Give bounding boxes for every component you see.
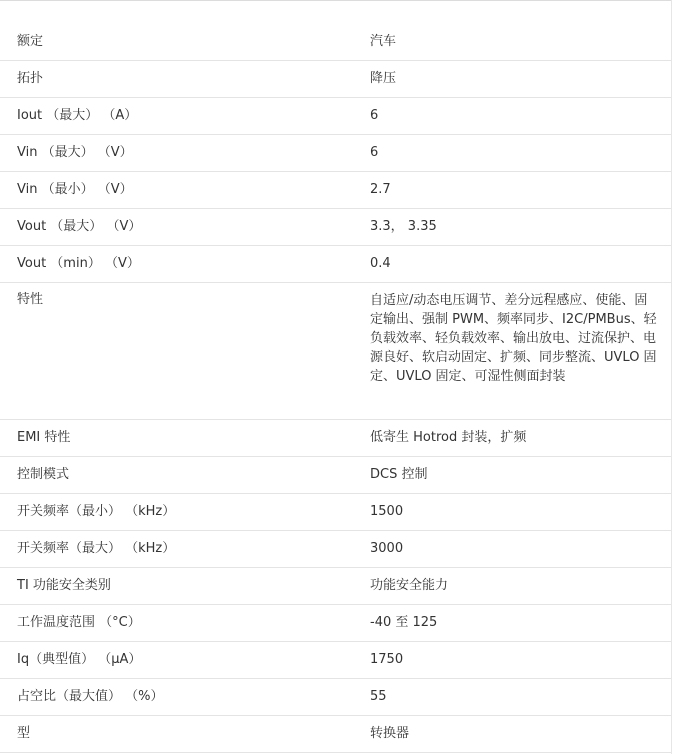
table-row bbox=[0, 283, 671, 420]
param-value-operating-temp: -40 至 125 bbox=[358, 605, 671, 642]
param-value-switching-freq-min: 1500 bbox=[358, 494, 671, 531]
table-row bbox=[0, 98, 671, 135]
param-name-rating: 额定 bbox=[0, 24, 358, 61]
table-row bbox=[0, 494, 671, 531]
param-name-vin-max: Vin （最大） （V） bbox=[0, 135, 358, 172]
table-row bbox=[0, 420, 671, 457]
param-name-type: 型 bbox=[0, 716, 358, 753]
param-value-type: 转换器 bbox=[358, 716, 671, 753]
param-value-features: 自适应/动态电压调节、差分远程感应、使能、固定输出、强制 PWM、频率同步、I2C/PMBus、轻负载效率、轻负载效率、输出放电、过流保护、电源良好、软启动固定、扩频、同步整流、UVLO 固定、UVLO 固定、可湿性侧面封装 bbox=[358, 283, 671, 420]
right-border bbox=[671, 0, 672, 754]
param-name-emi-features: EMI 特性 bbox=[0, 420, 358, 457]
param-name-vin-min: Vin （最小） （V） bbox=[0, 172, 358, 209]
param-name-iout-max: Iout （最大） （A） bbox=[0, 98, 358, 135]
param-value-duty-cycle-max: 55 bbox=[358, 679, 671, 716]
param-name-vout-min: Vout （min） （V） bbox=[0, 246, 358, 283]
table-row bbox=[0, 457, 671, 494]
param-value-functional-safety: 功能安全能力 bbox=[358, 568, 671, 605]
table-row bbox=[0, 172, 671, 209]
param-name-features: 特性 bbox=[0, 283, 358, 420]
table-row bbox=[0, 135, 671, 172]
param-value-rating: 汽车 bbox=[358, 24, 671, 61]
spec-table bbox=[0, 24, 671, 753]
param-name-iq-typ: Iq（典型值） （μA） bbox=[0, 642, 358, 679]
param-value-topology: 降压 bbox=[358, 61, 671, 98]
param-name-vout-max: Vout （最大） （V） bbox=[0, 209, 358, 246]
param-value-control-mode: DCS 控制 bbox=[358, 457, 671, 494]
param-value-iq-typ: 1750 bbox=[358, 642, 671, 679]
param-value-emi-features: 低寄生 Hotrod 封装，扩频 bbox=[358, 420, 671, 457]
param-value-iout-max: 6 bbox=[358, 98, 671, 135]
param-value-vout-min: 0.4 bbox=[358, 246, 671, 283]
param-name-topology: 拓扑 bbox=[0, 61, 358, 98]
table-row bbox=[0, 716, 671, 753]
param-name-switching-freq-min: 开关频率（最小） （kHz） bbox=[0, 494, 358, 531]
param-name-duty-cycle-max: 占空比（最大值） （%） bbox=[0, 679, 358, 716]
table-row bbox=[0, 246, 671, 283]
param-value-vin-max: 6 bbox=[358, 135, 671, 172]
table-row bbox=[0, 679, 671, 716]
table-row bbox=[0, 605, 671, 642]
param-name-functional-safety: TI 功能安全类别 bbox=[0, 568, 358, 605]
param-value-switching-freq-max: 3000 bbox=[358, 531, 671, 568]
table-row bbox=[0, 24, 671, 61]
table-row bbox=[0, 209, 671, 246]
param-value-vin-min: 2.7 bbox=[358, 172, 671, 209]
param-name-operating-temp: 工作温度范围 （°C） bbox=[0, 605, 358, 642]
top-divider bbox=[0, 0, 672, 1]
table-row bbox=[0, 568, 671, 605]
table-row bbox=[0, 531, 671, 568]
table-row bbox=[0, 61, 671, 98]
param-name-control-mode: 控制模式 bbox=[0, 457, 358, 494]
param-value-vout-max: 3.3， 3.35 bbox=[358, 209, 671, 246]
param-name-switching-freq-max: 开关频率（最大） （kHz） bbox=[0, 531, 358, 568]
table-row bbox=[0, 642, 671, 679]
